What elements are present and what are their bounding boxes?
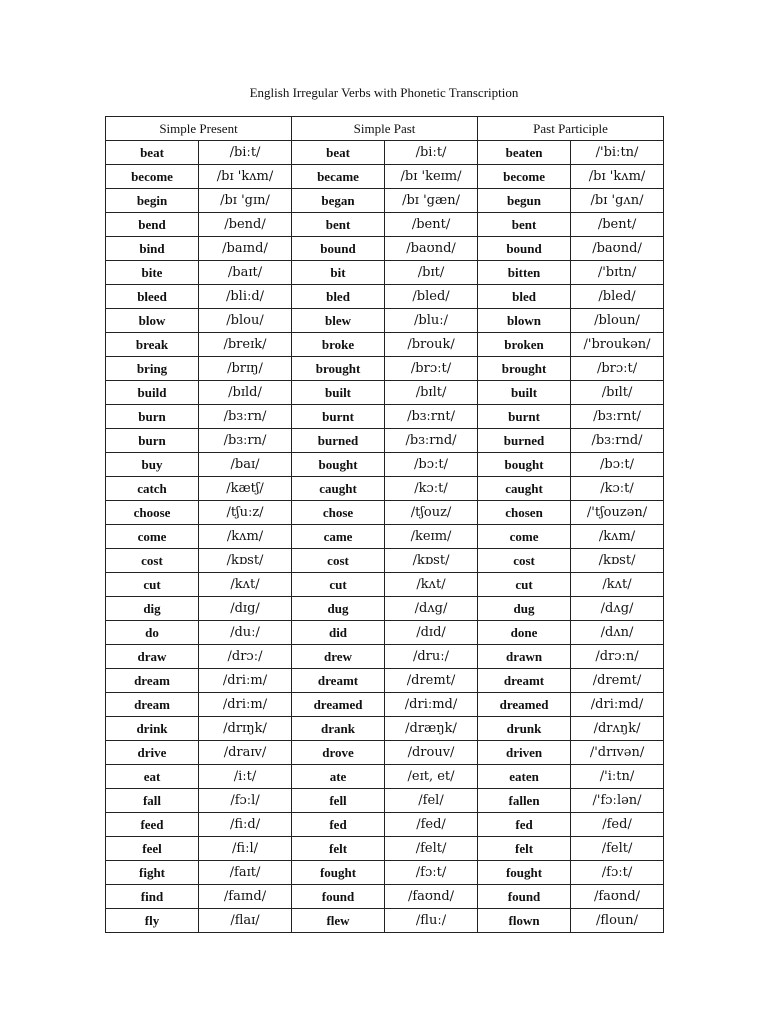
participle-ipa-cell: /kɒst/ [571, 549, 664, 573]
participle-word-cell: begun [478, 189, 571, 213]
present-word-cell: buy [106, 453, 199, 477]
past-ipa-cell: /drouv/ [385, 741, 478, 765]
past-ipa-cell: /faʊnd/ [385, 885, 478, 909]
participle-word-cell: done [478, 621, 571, 645]
table-row [106, 669, 664, 693]
table-row [106, 789, 664, 813]
present-ipa-cell: /driːm/ [199, 693, 292, 717]
table-row [106, 357, 664, 381]
past-word-cell: drank [292, 717, 385, 741]
present-word-cell: feed [106, 813, 199, 837]
present-word-cell: choose [106, 501, 199, 525]
participle-ipa-cell: /bled/ [571, 285, 664, 309]
past-ipa-cell: /kɒst/ [385, 549, 478, 573]
participle-word-cell: bought [478, 453, 571, 477]
past-ipa-cell: /dræŋk/ [385, 717, 478, 741]
present-word-cell: find [106, 885, 199, 909]
participle-ipa-cell: /fɔːt/ [571, 861, 664, 885]
participle-word-cell: felt [478, 837, 571, 861]
participle-ipa-cell: /bɪlt/ [571, 381, 664, 405]
participle-ipa-cell: /driːmd/ [571, 693, 664, 717]
present-ipa-cell: /blou/ [199, 309, 292, 333]
past-ipa-cell: /bɪt/ [385, 261, 478, 285]
past-word-cell: built [292, 381, 385, 405]
past-ipa-cell: /bɜːrnd/ [385, 429, 478, 453]
participle-ipa-cell: /baʊnd/ [571, 237, 664, 261]
past-ipa-cell: /fluː/ [385, 909, 478, 933]
participle-ipa-cell: /kɔːt/ [571, 477, 664, 501]
past-ipa-cell: /bɪ 'gæn/ [385, 189, 478, 213]
table-row [106, 765, 664, 789]
past-ipa-cell: /bluː/ [385, 309, 478, 333]
present-ipa-cell: /bɜːrn/ [199, 405, 292, 429]
present-ipa-cell: /dɪg/ [199, 597, 292, 621]
present-ipa-cell: /baɪnd/ [199, 237, 292, 261]
past-word-cell: fought [292, 861, 385, 885]
past-ipa-cell: /bɪ 'keɪm/ [385, 165, 478, 189]
table-row [106, 837, 664, 861]
participle-ipa-cell: /'drɪvən/ [571, 741, 664, 765]
participle-ipa-cell: /bɪ 'kʌm/ [571, 165, 664, 189]
present-word-cell: draw [106, 645, 199, 669]
present-word-cell: drink [106, 717, 199, 741]
table-row [106, 237, 664, 261]
table-row [106, 645, 664, 669]
table-row [106, 429, 664, 453]
past-ipa-cell: /dʌg/ [385, 597, 478, 621]
present-ipa-cell: /iːt/ [199, 765, 292, 789]
present-ipa-cell: /draɪv/ [199, 741, 292, 765]
participle-word-cell: fought [478, 861, 571, 885]
present-word-cell: bend [106, 213, 199, 237]
participle-word-cell: cut [478, 573, 571, 597]
past-ipa-cell: /tʃouz/ [385, 501, 478, 525]
table-row [106, 549, 664, 573]
table-row [106, 453, 664, 477]
present-ipa-cell: /baɪ/ [199, 453, 292, 477]
past-ipa-cell: /felt/ [385, 837, 478, 861]
past-ipa-cell: /kɔːt/ [385, 477, 478, 501]
participle-word-cell: burned [478, 429, 571, 453]
table-row [106, 381, 664, 405]
present-ipa-cell: /bɪld/ [199, 381, 292, 405]
header-past-participle: Past Participle [478, 117, 664, 141]
participle-ipa-cell: /'biːtn/ [571, 141, 664, 165]
table-row [106, 477, 664, 501]
participle-word-cell: flown [478, 909, 571, 933]
past-word-cell: dug [292, 597, 385, 621]
present-word-cell: do [106, 621, 199, 645]
table-row [106, 189, 664, 213]
past-word-cell: drove [292, 741, 385, 765]
present-word-cell: fight [106, 861, 199, 885]
past-ipa-cell: /dremt/ [385, 669, 478, 693]
past-ipa-cell: /brouk/ [385, 333, 478, 357]
verbs-table [105, 116, 664, 933]
participle-ipa-cell: /'bɪtn/ [571, 261, 664, 285]
participle-word-cell: brought [478, 357, 571, 381]
past-word-cell: bound [292, 237, 385, 261]
participle-ipa-cell: /drɔːn/ [571, 645, 664, 669]
participle-word-cell: beaten [478, 141, 571, 165]
participle-ipa-cell: /bloun/ [571, 309, 664, 333]
past-word-cell: burnt [292, 405, 385, 429]
participle-word-cell: dreamt [478, 669, 571, 693]
participle-ipa-cell: /kʌt/ [571, 573, 664, 597]
table-row [106, 405, 664, 429]
past-word-cell: caught [292, 477, 385, 501]
participle-ipa-cell: /dremt/ [571, 669, 664, 693]
participle-word-cell: chosen [478, 501, 571, 525]
present-ipa-cell: /brɪŋ/ [199, 357, 292, 381]
participle-word-cell: become [478, 165, 571, 189]
participle-ipa-cell: /felt/ [571, 837, 664, 861]
present-word-cell: become [106, 165, 199, 189]
present-word-cell: drive [106, 741, 199, 765]
present-word-cell: catch [106, 477, 199, 501]
present-word-cell: feel [106, 837, 199, 861]
present-ipa-cell: /fiːd/ [199, 813, 292, 837]
past-word-cell: bought [292, 453, 385, 477]
header-row [106, 117, 664, 141]
participle-ipa-cell: /bɜːrnd/ [571, 429, 664, 453]
past-word-cell: dreamt [292, 669, 385, 693]
present-word-cell: dream [106, 669, 199, 693]
table-row [106, 813, 664, 837]
past-ipa-cell: /keɪm/ [385, 525, 478, 549]
present-ipa-cell: /drɪŋk/ [199, 717, 292, 741]
past-word-cell: beat [292, 141, 385, 165]
participle-word-cell: fed [478, 813, 571, 837]
past-word-cell: came [292, 525, 385, 549]
participle-word-cell: cost [478, 549, 571, 573]
present-word-cell: bite [106, 261, 199, 285]
table-row [106, 333, 664, 357]
past-ipa-cell: /driːmd/ [385, 693, 478, 717]
present-ipa-cell: /breɪk/ [199, 333, 292, 357]
present-ipa-cell: /flaɪ/ [199, 909, 292, 933]
participle-word-cell: driven [478, 741, 571, 765]
past-word-cell: fell [292, 789, 385, 813]
present-ipa-cell: /kætʃ/ [199, 477, 292, 501]
participle-word-cell: dreamed [478, 693, 571, 717]
participle-word-cell: broken [478, 333, 571, 357]
past-ipa-cell: /fɔːt/ [385, 861, 478, 885]
page-title: English Irregular Verbs with Phonetic Transcription [249, 85, 519, 100]
present-ipa-cell: /kɒst/ [199, 549, 292, 573]
past-ipa-cell: /bɔːt/ [385, 453, 478, 477]
verb-rows [106, 141, 664, 933]
participle-ipa-cell: /brɔːt/ [571, 357, 664, 381]
participle-ipa-cell: /bɔːt/ [571, 453, 664, 477]
past-word-cell: drew [292, 645, 385, 669]
past-word-cell: began [292, 189, 385, 213]
present-word-cell: come [106, 525, 199, 549]
participle-word-cell: built [478, 381, 571, 405]
participle-ipa-cell: /bent/ [571, 213, 664, 237]
past-word-cell: blew [292, 309, 385, 333]
past-word-cell: chose [292, 501, 385, 525]
past-ipa-cell: /fed/ [385, 813, 478, 837]
present-ipa-cell: /fiːl/ [199, 837, 292, 861]
past-word-cell: flew [292, 909, 385, 933]
past-ipa-cell: /brɔːt/ [385, 357, 478, 381]
participle-ipa-cell: /'iːtn/ [571, 765, 664, 789]
header-simple-present: Simple Present [106, 117, 292, 141]
table-row [106, 501, 664, 525]
present-ipa-cell: /bliːd/ [199, 285, 292, 309]
present-word-cell: begin [106, 189, 199, 213]
past-ipa-cell: /eɪt, et/ [385, 765, 478, 789]
past-word-cell: burned [292, 429, 385, 453]
present-word-cell: burn [106, 405, 199, 429]
present-ipa-cell: /bɪ 'kʌm/ [199, 165, 292, 189]
participle-word-cell: drawn [478, 645, 571, 669]
table-row [106, 741, 664, 765]
present-ipa-cell: /bɪ 'gɪn/ [199, 189, 292, 213]
participle-word-cell: blown [478, 309, 571, 333]
present-word-cell: blow [106, 309, 199, 333]
past-ipa-cell: /bent/ [385, 213, 478, 237]
participle-word-cell: eaten [478, 765, 571, 789]
past-ipa-cell: /kʌt/ [385, 573, 478, 597]
present-word-cell: fall [106, 789, 199, 813]
past-word-cell: cut [292, 573, 385, 597]
participle-word-cell: bled [478, 285, 571, 309]
present-word-cell: build [106, 381, 199, 405]
participle-word-cell: bound [478, 237, 571, 261]
table-row [106, 141, 664, 165]
present-word-cell: cut [106, 573, 199, 597]
participle-word-cell: bitten [478, 261, 571, 285]
table-row [106, 525, 664, 549]
participle-ipa-cell: /bɜːrnt/ [571, 405, 664, 429]
present-word-cell: bind [106, 237, 199, 261]
past-word-cell: felt [292, 837, 385, 861]
past-word-cell: cost [292, 549, 385, 573]
present-ipa-cell: /fɔːl/ [199, 789, 292, 813]
past-word-cell: became [292, 165, 385, 189]
table-row [106, 597, 664, 621]
past-word-cell: bent [292, 213, 385, 237]
participle-ipa-cell: /fed/ [571, 813, 664, 837]
present-ipa-cell: /faɪnd/ [199, 885, 292, 909]
past-ipa-cell: /bled/ [385, 285, 478, 309]
participle-ipa-cell: /dʌg/ [571, 597, 664, 621]
present-ipa-cell: /bɜːrn/ [199, 429, 292, 453]
table-row [106, 165, 664, 189]
table-row [106, 621, 664, 645]
table-row [106, 717, 664, 741]
present-ipa-cell: /kʌt/ [199, 573, 292, 597]
participle-ipa-cell: /'fɔːlən/ [571, 789, 664, 813]
table-row [106, 213, 664, 237]
participle-word-cell: drunk [478, 717, 571, 741]
present-ipa-cell: /tʃuːz/ [199, 501, 292, 525]
participle-word-cell: caught [478, 477, 571, 501]
present-ipa-cell: /biːt/ [199, 141, 292, 165]
present-word-cell: fly [106, 909, 199, 933]
present-word-cell: burn [106, 429, 199, 453]
present-word-cell: cost [106, 549, 199, 573]
past-word-cell: found [292, 885, 385, 909]
past-word-cell: broke [292, 333, 385, 357]
past-word-cell: bled [292, 285, 385, 309]
table-row [106, 861, 664, 885]
present-ipa-cell: /drɔː/ [199, 645, 292, 669]
participle-word-cell: fallen [478, 789, 571, 813]
header-simple-past: Simple Past [292, 117, 478, 141]
past-ipa-cell: /fel/ [385, 789, 478, 813]
participle-ipa-cell: /'broukən/ [571, 333, 664, 357]
past-ipa-cell: /dɪd/ [385, 621, 478, 645]
present-word-cell: break [106, 333, 199, 357]
past-ipa-cell: /druː/ [385, 645, 478, 669]
participle-word-cell: burnt [478, 405, 571, 429]
participle-ipa-cell: /drʌŋk/ [571, 717, 664, 741]
past-word-cell: ate [292, 765, 385, 789]
participle-word-cell: dug [478, 597, 571, 621]
table-row [106, 885, 664, 909]
present-word-cell: dream [106, 693, 199, 717]
past-word-cell: dreamed [292, 693, 385, 717]
participle-ipa-cell: /dʌn/ [571, 621, 664, 645]
participle-ipa-cell: /faʊnd/ [571, 885, 664, 909]
table-row [106, 285, 664, 309]
participle-ipa-cell: /kʌm/ [571, 525, 664, 549]
present-ipa-cell: /bend/ [199, 213, 292, 237]
present-ipa-cell: /kʌm/ [199, 525, 292, 549]
present-ipa-cell: /faɪt/ [199, 861, 292, 885]
participle-ipa-cell: /bɪ 'gʌn/ [571, 189, 664, 213]
present-word-cell: beat [106, 141, 199, 165]
table-row [106, 309, 664, 333]
past-ipa-cell: /bɪlt/ [385, 381, 478, 405]
present-word-cell: dig [106, 597, 199, 621]
present-ipa-cell: /driːm/ [199, 669, 292, 693]
present-word-cell: bring [106, 357, 199, 381]
participle-word-cell: come [478, 525, 571, 549]
present-word-cell: eat [106, 765, 199, 789]
present-ipa-cell: /baɪt/ [199, 261, 292, 285]
past-word-cell: fed [292, 813, 385, 837]
past-word-cell: brought [292, 357, 385, 381]
present-word-cell: bleed [106, 285, 199, 309]
past-word-cell: did [292, 621, 385, 645]
table-row [106, 693, 664, 717]
participle-word-cell: bent [478, 213, 571, 237]
participle-ipa-cell: /'tʃouzən/ [571, 501, 664, 525]
past-ipa-cell: /bɜːrnt/ [385, 405, 478, 429]
past-ipa-cell: /biːt/ [385, 141, 478, 165]
table-row [106, 573, 664, 597]
past-word-cell: bit [292, 261, 385, 285]
participle-ipa-cell: /floun/ [571, 909, 664, 933]
present-ipa-cell: /duː/ [199, 621, 292, 645]
table-row [106, 261, 664, 285]
past-ipa-cell: /baʊnd/ [385, 237, 478, 261]
table-row [106, 909, 664, 933]
participle-word-cell: found [478, 885, 571, 909]
